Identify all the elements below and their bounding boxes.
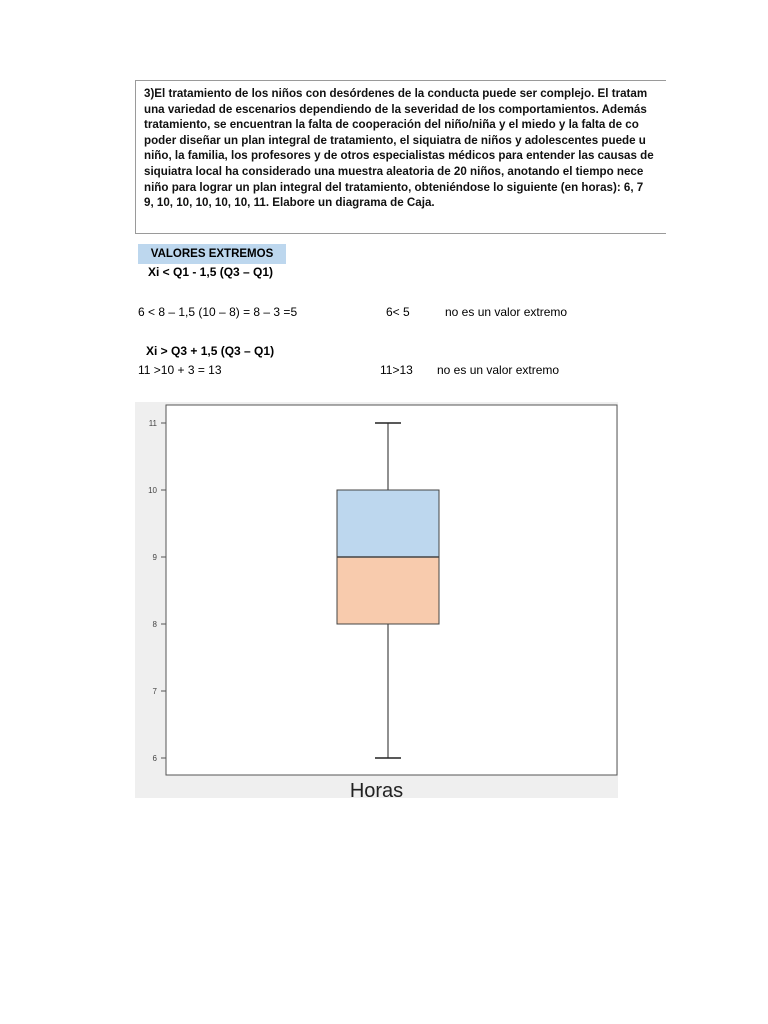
box-upper-half [337, 490, 439, 557]
y-tick-label-11: 11 [148, 419, 157, 428]
problem-statement-box [135, 80, 666, 234]
y-tick-label-8: 8 [152, 620, 157, 629]
problem-line: tratamiento, se encuentran la falta de cooperación del niño/niña y el miedo y la falta de co [144, 118, 639, 132]
category-label: Horas [349, 780, 404, 802]
box-plot-chart [135, 402, 618, 802]
upper-fence-result: no es un valor extremo [437, 363, 560, 377]
y-tick-label-6: 6 [152, 754, 157, 763]
y-tick-label-9: 9 [152, 553, 157, 562]
problem-line: siquiatra local ha considerado una muestra aleatoria de 20 niños, anotando el tiempo nece [144, 164, 644, 178]
problem-line: niño, la familia, los profesores y de otros especialistas médicos para entender las causas de [144, 149, 654, 163]
problem-statement [144, 86, 666, 211]
upper-fence-compare: 11>13 [380, 363, 413, 377]
lower-fence-calc: 6 < 8 – 1,5 (10 – 8) = 8 – 3 =5 [138, 305, 298, 319]
lower-fence-compare: 6< 5 [386, 305, 410, 319]
box-plot-svg [135, 402, 618, 798]
y-tick-label-10: 10 [148, 486, 157, 495]
lower-fence-result: no es un valor extremo [445, 305, 568, 319]
problem-line: poder diseñar un plan integral de tratamiento, el siquiatra de niños y adolescentes puede u [144, 133, 646, 147]
box-lower-half [337, 557, 439, 624]
problem-line: 3)El tratamiento de los niños con desórdenes de la conducta puede ser complejo. El tratam [144, 87, 648, 100]
problem-line: niño para lograr un plan integral del tratamiento, obteniéndose lo siguiente (en horas): 6, 7 [144, 180, 644, 194]
lower-fence-formula: Xi < Q1 - 1,5 (Q3 – Q1) [148, 265, 274, 279]
upper-fence-calc: 11 >10 + 3 = 13 [138, 363, 222, 377]
extremes-heading: VALORES EXTREMOS [138, 244, 286, 264]
upper-fence-formula: Xi > Q3 + 1,5 (Q3 – Q1) [146, 344, 275, 358]
problem-line: una variedad de escenarios dependiendo de la severidad de los comportamientos. Además [144, 102, 647, 116]
y-tick-label-7: 7 [152, 687, 157, 696]
problem-line: 9, 10, 10, 10, 10, 10, 11. Elabore un diagrama de Caja. [144, 196, 435, 210]
